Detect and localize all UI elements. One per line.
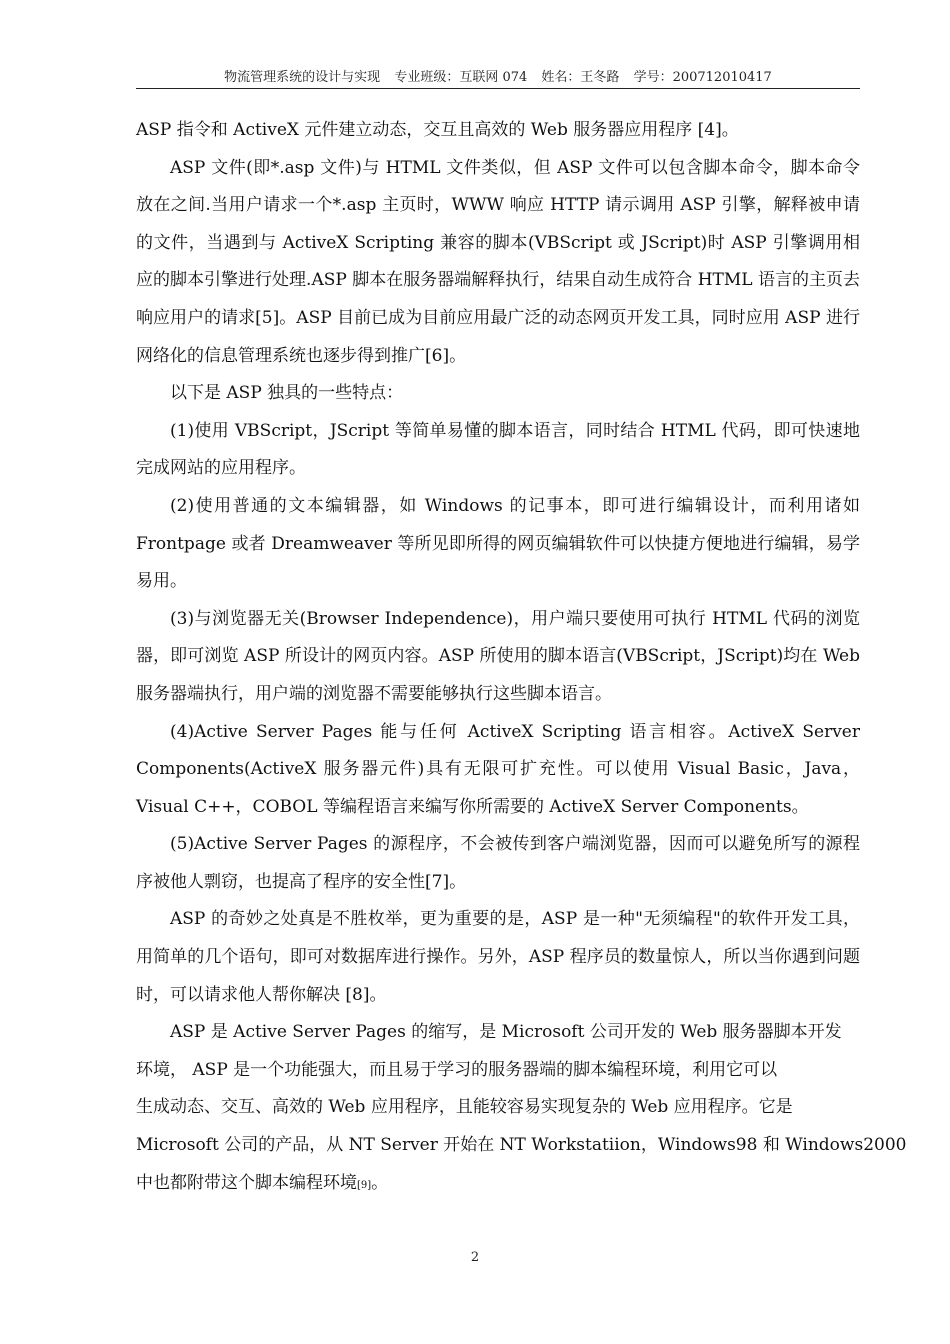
paragraph-asp-files: ASP 文件(即*.asp 文件)与 HTML 文件类似，但 ASP 文件可以包含脚本命令，脚本命令放在之间.当用户请求一个*.asp 主页时，WWW 响应 HTTP 请示调用 ASP 引擎，解释被申请的文件，当遇到与 ActiveX Scripting 兼容的脚本(VBScript 或 JScript)时 ASP 引擎调用相应的脚本引擎进行处理.ASP 脚本在服务器端解释执行，结果自动生成符合 HTML 语言的主页去响应用户的请求[5]。ASP 目前已成为目前应用最广泛的动态网页开发工具，同时应用 ASP 进行网络化的信息管理系统也逐步得到推广[6]。 (136, 157, 860, 366)
paragraph-line-text: 中也都附带这个脚本编程环境 (136, 1172, 357, 1193)
paragraph-last-line (136, 1165, 860, 1205)
paragraph-features-intro: 以下是 ASP 独具的一些特点： (170, 383, 404, 404)
end-punctuation: 。 (371, 1172, 389, 1193)
paragraph-line: 环境， ASP 是一个功能强大，而且易于学习的服务器端的脚本编程环境，利用它可以 (136, 1059, 778, 1080)
paragraph-feature-2: (2)使用普通的文本编辑器，如 Windows 的记事本，即可进行编辑设计，而利用诸如 Frontpage 或者 Dreamweaver 等所见即所得的网页编辑软件可以快捷方便地进行编辑，易学易用。 (136, 495, 860, 592)
document-body (136, 112, 907, 1204)
header-class-info: 专业班级：互联网 074 (394, 70, 528, 85)
page-header (136, 68, 860, 89)
page-number: 2 (470, 1250, 480, 1265)
header-id-info: 学号：200712010417 (633, 70, 772, 85)
paragraph-asp-wonders: ASP 的奇妙之处真是不胜枚举，更为重要的是，ASP 是一种"无须编程"的软件开发工具，用简单的几个语句，即可对数据库进行操作。另外，ASP 程序员的数量惊人，所以当你遇到问题时，可以请求他人帮你解决 [8]。 (136, 909, 860, 1005)
paragraph-feature-3: (3)与浏览器无关(Browser Independence)，用户端只要使用可执行 HTML 代码的浏览器，即可浏览 ASP 所设计的网页内容。ASP 所使用的脚本语言(VBScript，JScript)均在 Web 服务器端执行，用户端的浏览器不需要能够执行这些脚本语言。 (136, 608, 860, 704)
paragraph-feature-5: (5)Active Server Pages 的源程序，不会被传到客户端浏览器，因而可以避免所写的源程序被他人剽窃，也提高了程序的安全性[7]。 (136, 834, 860, 892)
paragraph-line: ASP 是 Active Server Pages 的缩写，是 Microsoft 公司开发的 Web 服务器脚本开发 (170, 1022, 842, 1043)
citation-reference: [9] (357, 1179, 372, 1191)
paragraph-feature-4: (4)Active Server Pages 能与任何 ActiveX Scripting 语言相容。ActiveX Server Components(ActiveX 服务器元件)具有无限可扩充性。可以使用 Visual Basic，Java，Visual C++，COBOL 等编程语言来编写你所需要的 ActiveX Server Components。 (136, 721, 860, 817)
paragraph-line: 生成动态、交互、高效的 Web 应用程序，且能较容易实现复杂的 Web 应用程序。它是 (136, 1097, 793, 1118)
paragraph-feature-1: (1)使用 VBScript，JScript 等简单易懂的脚本语言，同时结合 HTML 代码，即可快速地完成网站的应用程序。 (136, 420, 860, 479)
paragraph-asp-definition (136, 1014, 907, 1204)
header-name-info: 姓名：王冬路 (541, 70, 620, 85)
header-title: 物流管理系统的设计与实现 (224, 70, 381, 85)
paragraph-continuation: ASP 指令和 ActiveX 元件建立动态，交互且高效的 Web 服务器应用程序 [4]。 (136, 120, 739, 140)
paragraph-line: Microsoft 公司的产品，从 NT Server 开始在 NT Workstatiion，Windows98 和 Windows2000 (136, 1135, 907, 1156)
